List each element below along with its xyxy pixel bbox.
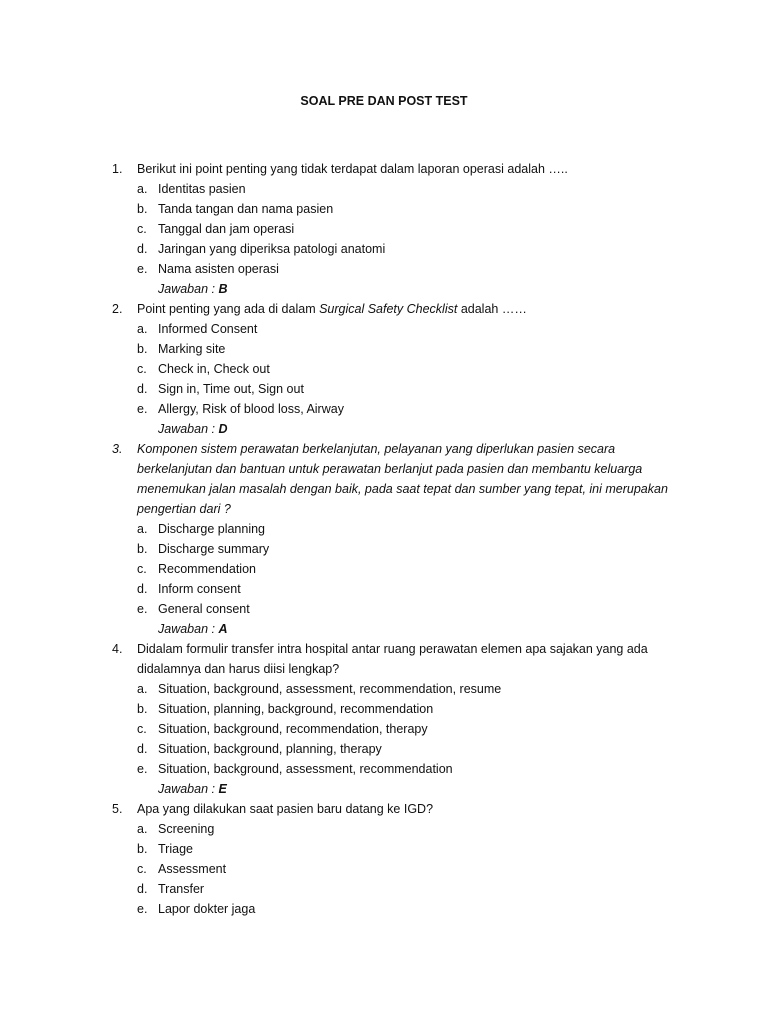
question-text-plain: Didalam formulir transfer intra hospital antar ruang perawatan elemen apa sajakan yang ada didalamnya dan harus diisi lengkap? (137, 642, 648, 676)
question-text (137, 639, 692, 679)
question-text-plain: Point penting yang ada di dalam (137, 302, 320, 316)
option-letter: d. (137, 742, 148, 756)
option-c (137, 859, 692, 879)
answer-value: A (218, 622, 228, 636)
option-text: Jaringan yang diperiksa patologi anatomi (158, 242, 386, 256)
option-text: General consent (158, 602, 250, 616)
option-letter: d. (137, 382, 148, 396)
question-1-stem (112, 159, 692, 179)
question-number: 1. (112, 162, 123, 176)
answer-label: Jawaban : (158, 622, 219, 636)
option-e (137, 399, 692, 419)
option-letter: d. (137, 582, 148, 596)
option-text: Screening (158, 822, 215, 836)
option-text: Recommendation (158, 562, 256, 576)
answer-label: Jawaban : (158, 782, 219, 796)
question-1 (112, 159, 692, 299)
option-c (137, 359, 692, 379)
option-letter: d. (137, 882, 148, 896)
question-text-plain: Berikut ini point penting yang tidak terdapat dalam laporan operasi adalah ….. (137, 162, 568, 176)
option-letter: a. (137, 822, 148, 836)
option-d (137, 739, 692, 759)
option-a (137, 819, 692, 839)
question-4 (112, 639, 692, 799)
option-letter: b. (137, 842, 148, 856)
option-text: Inform consent (158, 582, 241, 596)
option-text: Situation, background, planning, therapy (158, 742, 382, 756)
option-text: Check in, Check out (158, 362, 270, 376)
answer-value: E (218, 782, 227, 796)
option-letter: c. (137, 722, 147, 736)
option-letter: d. (137, 242, 148, 256)
question-text (137, 159, 692, 179)
option-letter: e. (137, 262, 148, 276)
answer-line (158, 279, 692, 299)
option-e (137, 599, 692, 619)
option-b (137, 839, 692, 859)
option-a (137, 519, 692, 539)
option-letter: b. (137, 542, 148, 556)
question-number: 3. (112, 442, 123, 456)
question-number: 4. (112, 642, 123, 656)
question-number: 5. (112, 802, 123, 816)
option-letter: e. (137, 902, 148, 916)
question-5 (112, 799, 692, 919)
option-text: Transfer (158, 882, 205, 896)
option-b (137, 339, 692, 359)
option-letter: b. (137, 202, 148, 216)
option-text: Triage (158, 842, 193, 856)
question-3-stem (112, 439, 692, 519)
option-letter: e. (137, 402, 148, 416)
option-e (137, 259, 692, 279)
option-text: Discharge planning (158, 522, 266, 536)
option-letter: c. (137, 862, 147, 876)
question-3 (112, 439, 692, 639)
answer-line (158, 779, 692, 799)
question-text-plain: Apa yang dilakukan saat pasien baru datang ke IGD? (137, 802, 434, 816)
option-text: Sign in, Time out, Sign out (158, 382, 304, 396)
question-number: 2. (112, 302, 123, 316)
option-text: Nama asisten operasi (158, 262, 279, 276)
option-letter: e. (137, 762, 148, 776)
option-b (137, 199, 692, 219)
option-letter: c. (137, 362, 147, 376)
option-a (137, 179, 692, 199)
question-2 (112, 299, 692, 439)
option-text: Lapor dokter jaga (158, 902, 256, 916)
option-letter: c. (137, 562, 147, 576)
option-text: Allergy, Risk of blood loss, Airway (158, 402, 344, 416)
option-b (137, 699, 692, 719)
question-text-italic: Surgical Safety Checklist (319, 302, 458, 316)
question-text (137, 799, 692, 819)
option-c (137, 559, 692, 579)
option-letter: a. (137, 322, 148, 336)
question-2-stem (112, 299, 692, 319)
option-c (137, 219, 692, 239)
option-letter: a. (137, 682, 148, 696)
question-text-italic: Komponen sistem perawatan berkelanjutan, pelayanan yang diperlukan pasien secara berkelanjutan dan bantuan untuk perawatan berlanjut pada pasien dan membantu keluarga menemukan jalan masalah dengan baik, pada saat tepat dan sumber yang tepat, ini merupakan pengertian dari ? (137, 442, 668, 516)
answer-value: B (218, 282, 228, 296)
option-text: Situation, background, assessment, recommendation, resume (158, 682, 502, 696)
question-4-stem (112, 639, 692, 679)
option-text: Marking site (158, 342, 226, 356)
document-title: SOAL PRE DAN POST TEST (300, 94, 468, 108)
option-text: Identitas pasien (158, 182, 246, 196)
option-letter: c. (137, 222, 147, 236)
option-d (137, 879, 692, 899)
option-text: Tanda tangan dan nama pasien (158, 202, 334, 216)
option-e (137, 899, 692, 919)
option-text: Discharge summary (158, 542, 270, 556)
option-e (137, 759, 692, 779)
option-letter: b. (137, 702, 148, 716)
option-letter: e. (137, 602, 148, 616)
option-c (137, 719, 692, 739)
answer-value: D (218, 422, 228, 436)
question-5-stem (112, 799, 692, 819)
option-d (137, 379, 692, 399)
option-text: Situation, planning, background, recommendation (158, 702, 434, 716)
option-text: Tanggal dan jam operasi (158, 222, 295, 236)
option-text: Situation, background, assessment, recommendation (158, 762, 453, 776)
answer-label: Jawaban : (158, 422, 219, 436)
question-text (137, 439, 692, 519)
answer-line (158, 619, 692, 639)
option-a (137, 319, 692, 339)
option-b (137, 539, 692, 559)
question-text (137, 299, 692, 319)
option-d (137, 239, 692, 259)
option-letter: b. (137, 342, 148, 356)
answer-line (158, 419, 692, 439)
option-a (137, 679, 692, 699)
option-letter: a. (137, 522, 148, 536)
question-text-plain-end: adalah …… (457, 302, 527, 316)
answer-label: Jawaban : (158, 282, 219, 296)
option-d (137, 579, 692, 599)
option-letter: a. (137, 182, 148, 196)
option-text: Informed Consent (158, 322, 258, 336)
option-text: Assessment (158, 862, 227, 876)
question-list (112, 159, 692, 919)
option-text: Situation, background, recommendation, therapy (158, 722, 428, 736)
